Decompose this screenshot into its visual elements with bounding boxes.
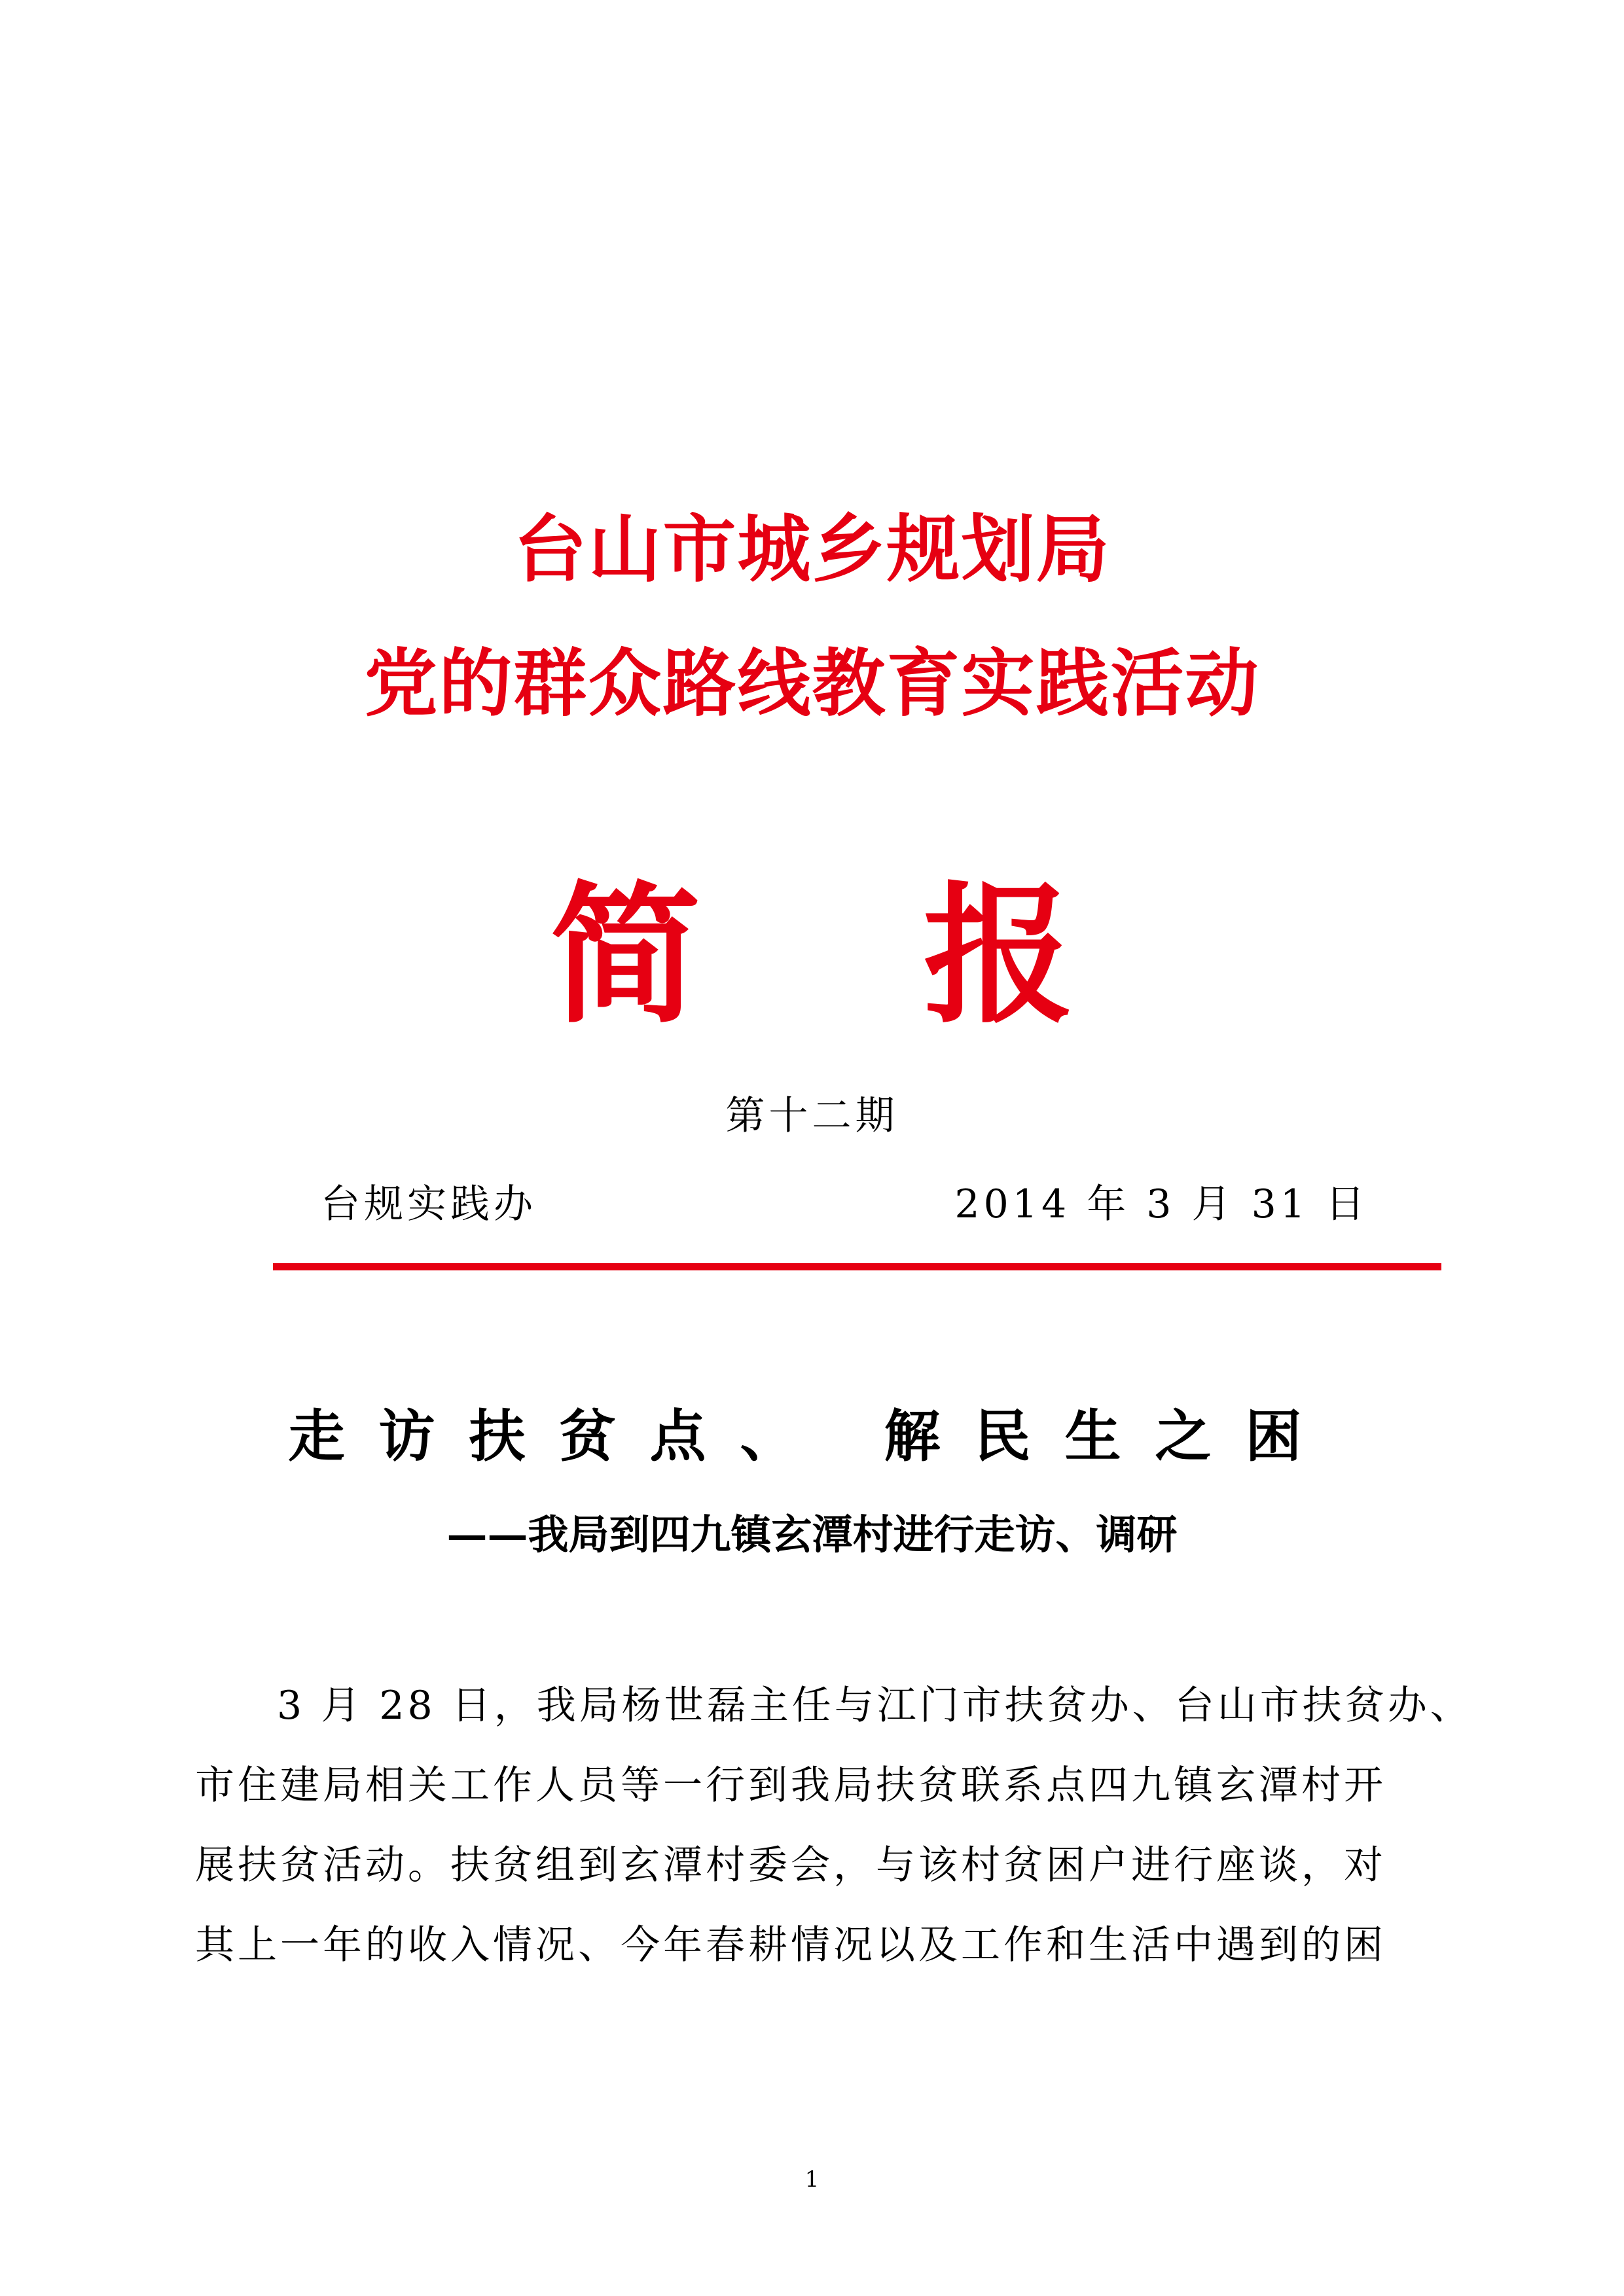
body-line: 其上一年的收入情况、今年春耕情况以及工作和生活中遇到的困: [195, 1922, 1386, 1968]
body-line: 展扶贫活动。扶贫组到玄潭村委会，与该村贫困户进行座谈，对: [195, 1842, 1386, 1888]
bulletin-title: 简 报: [550, 867, 1074, 1044]
issue-number: 第十二期: [725, 1093, 899, 1139]
issue-date: 2014 年 3 月 31 日: [954, 1181, 1369, 1227]
header-divider: [273, 1263, 1441, 1270]
body-line: 市住建局相关工作人员等一行到我局扶贫联系点四九镇玄潭村开: [195, 1763, 1386, 1808]
article-title: 走访扶贫点、 解民生之困: [288, 1404, 1336, 1469]
issuer: 台规实践办: [321, 1181, 537, 1227]
article-body: [195, 1666, 1473, 1985]
org-title-line-1: 台山市城乡规划局: [513, 507, 1111, 592]
page-number: 1: [804, 2166, 820, 2193]
article-subtitle: ——我局到四九镇玄潭村进行走访、调研: [446, 1511, 1178, 1558]
org-title-line-2: 党的群众路线教育实践活动: [364, 641, 1260, 726]
body-line: 3 月 28 日，我局杨世磊主任与江门市扶贫办、台山市扶贫办、: [277, 1683, 1473, 1729]
